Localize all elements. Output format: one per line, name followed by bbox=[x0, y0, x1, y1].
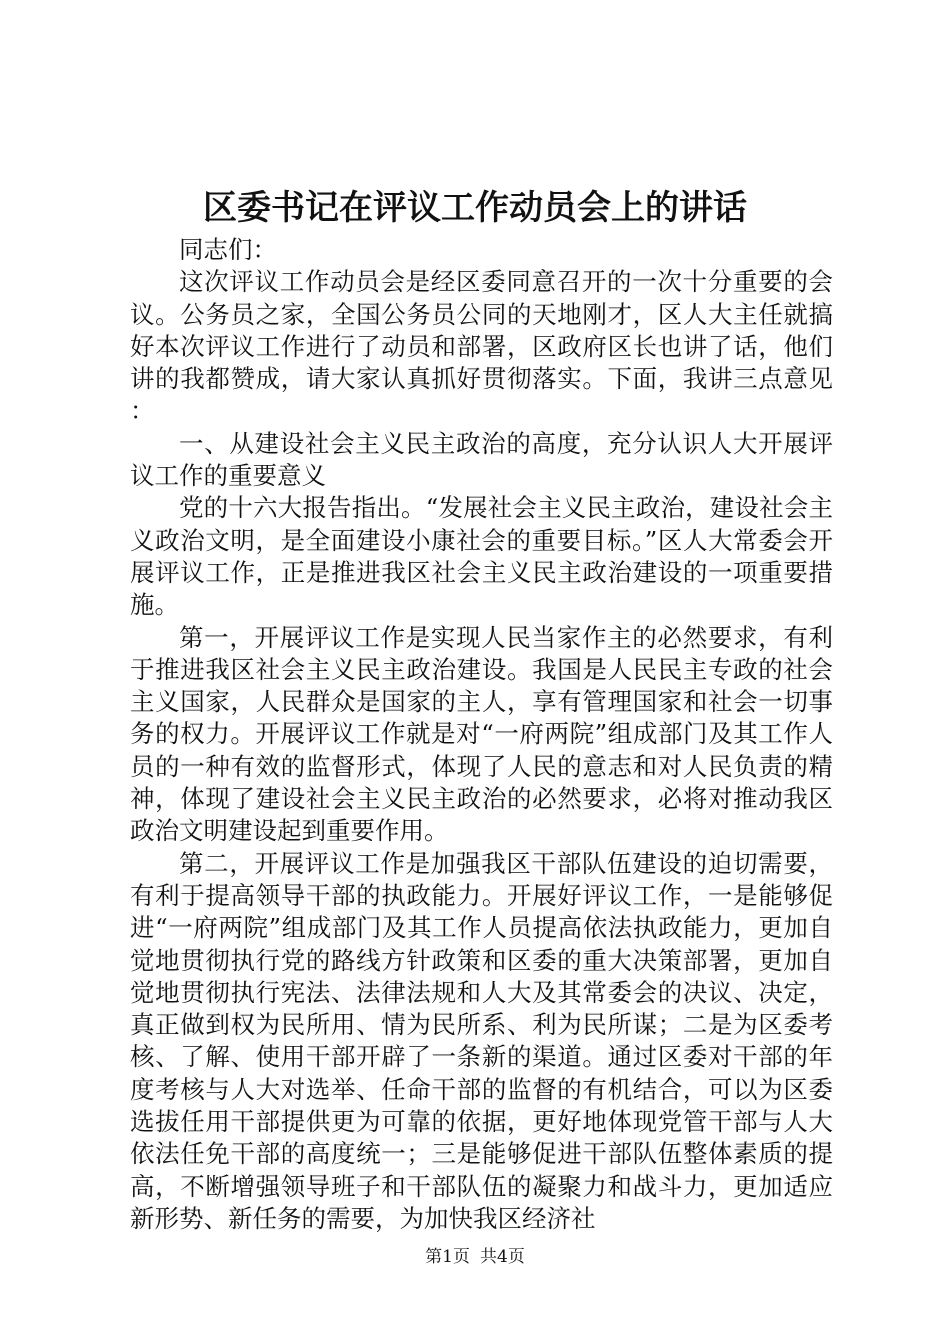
salutation: 同志们： bbox=[179, 235, 277, 264]
document-body bbox=[130, 234, 833, 1235]
paragraph-intro: 这次评议工作动员会是经区委同意召开的一次十分重要的会议。公务员之家，全国公务员公同的天地刚才，区人大主任就搞好本次评议工作进行了动员和部署，区政府区长也讲了话，他们讲的我都赞成，请大家认真抓好贯彻落实。下面，我讲三点意见： bbox=[130, 267, 833, 426]
paragraph-point-first: 第一，开展评议工作是实现人民当家作主的必然要求，有利于推进我区社会主义民主政治建设。我国是人民民主专政的社会主义国家，人民群众是国家的主人，享有管理国家和社会一切事务的权力。开展评议工作就是对“一府两院”组成部门及其工作人员的一种有效的监督形式，体现了人民的意志和对人民负责的精神，体现了建设社会主义民主政治的必然要求，必将对推动我区政治文明建设起到重要作用。 bbox=[130, 622, 833, 846]
page-number: 第1页 bbox=[425, 1247, 470, 1267]
paragraph-report-quote: 党的十六大报告指出。“发展社会主义民主政治，建设社会主义政治文明，是全面建设小康社会的重要目标。”区人大常委会开展评议工作，正是推进我区社会主义民主政治建设的一项重要措施。 bbox=[130, 493, 833, 620]
paragraph-point-second: 第二，开展评议工作是加强我区干部队伍建设的迫切需要，有利于提高领导干部的执政能力。开展好评议工作，一是能够促进“一府两院”组成部门及其工作人员提高依法执政能力，更加自觉地贯彻执行党的路线方针政策和区委的重大决策部署，更加自觉地贯彻执行宪法、法律法规和人大及其常委会的决议、决定，真正做到权为民所用、情为民所系、利为民所谋；二是为区委考核、了解、使用干部开辟了一条新的渠道。通过区委对干部的年度考核与人大对选举、任命干部的监督的有机结合，可以为区委选拔任用干部提供更为可靠的依据，更好地体现党管干部与人大依法任免干部的高度统一；三是能够促进干部队伍整体素质的提高，不断增强领导班子和干部队伍的凝聚力和战斗力，更加适应新形势、新任务的需要，为加快我区经济社 bbox=[130, 848, 833, 1233]
document-title: 区委书记在评议工作动员会上的讲话 bbox=[203, 188, 747, 228]
page-total: 共4页 bbox=[480, 1247, 525, 1267]
section-heading-1: 一、从建设社会主义民主政治的高度，充分认识人大开展评议工作的重要意义 bbox=[130, 428, 833, 491]
page-footer bbox=[0, 1245, 950, 1269]
